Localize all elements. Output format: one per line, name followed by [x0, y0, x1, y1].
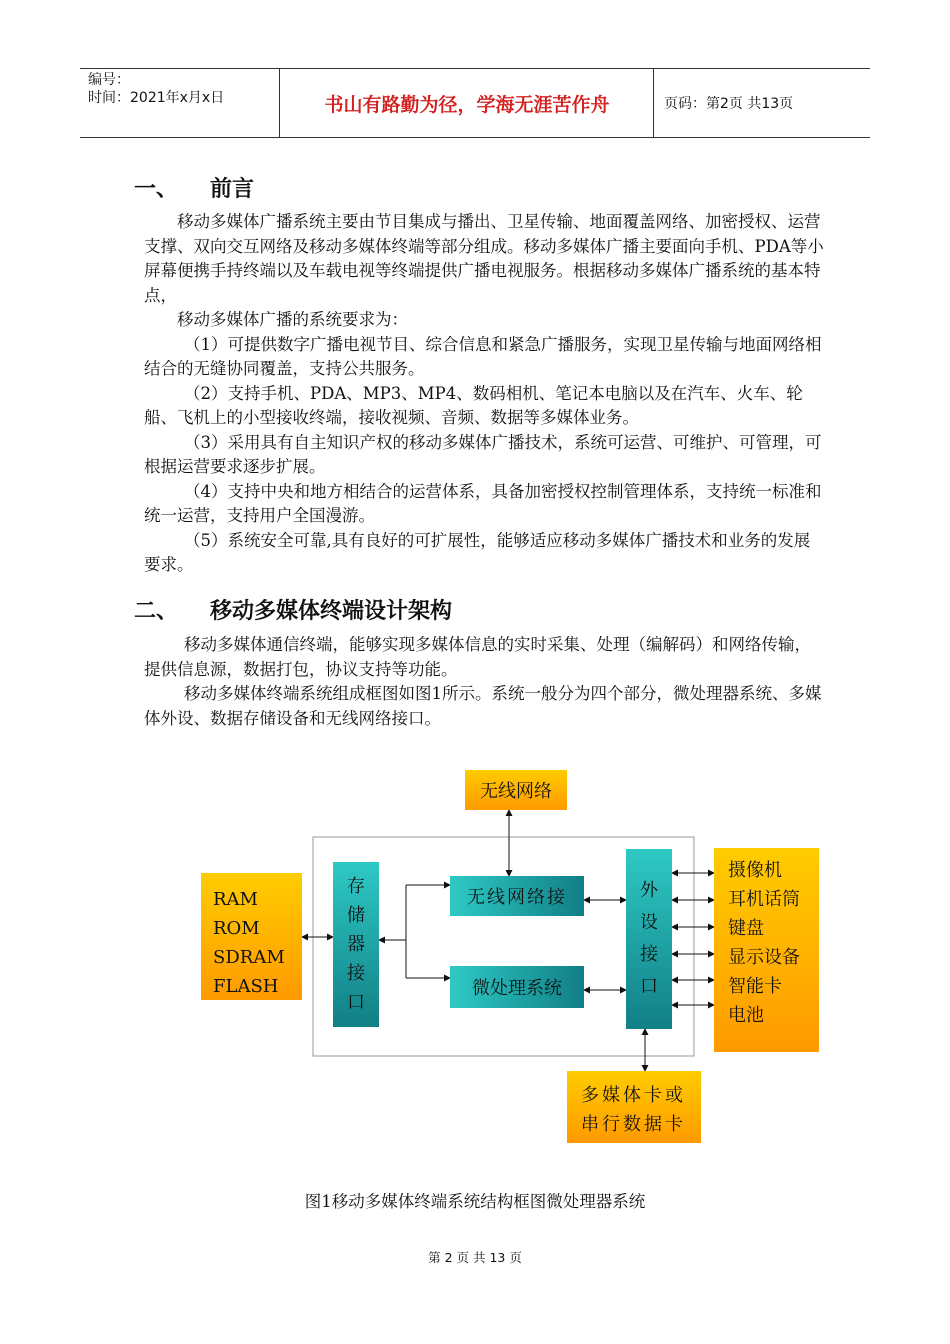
peripheral-item: 电池: [728, 1005, 764, 1026]
card-box: [567, 1071, 701, 1143]
storage-interface-char: 接: [347, 963, 365, 984]
section-1-title: 前言: [210, 177, 255, 202]
paragraph: （5）系统安全可靠,具有良好的可扩展性，能够适应移动多媒体广播技术和业务的发展要求。: [144, 530, 811, 574]
figure-caption: 图1移动多媒体终端系统结构框图微处理器系统: [304, 1192, 646, 1211]
peripheral-interface-char: 口: [640, 976, 658, 997]
memory-item: ROM: [213, 918, 260, 939]
storage-interface-char: 口: [347, 992, 365, 1013]
card-line: 多媒体卡或: [581, 1085, 686, 1106]
memory-item: FLASH: [213, 976, 279, 997]
storage-interface-char: 器: [347, 934, 365, 955]
section-1-number: 一、: [134, 177, 179, 202]
peripheral-item: 摄像机: [728, 860, 782, 881]
section-1-body: [144, 210, 824, 578]
header-page-info: 页码：第2页 共13页: [664, 96, 794, 112]
section-1-heading: [134, 172, 254, 203]
time-label: 时间：2021年x月x日: [88, 90, 225, 106]
paragraph: （4）支持中央和地方相结合的运营体系，具备加密授权控制管理体系，支持统一标准和统一运营，支持用户全国漫游。: [144, 481, 822, 525]
card-line: 串行数据卡: [581, 1114, 686, 1135]
memory-item: RAM: [213, 889, 258, 910]
microprocessor-box: 微处理系统: [450, 966, 584, 1008]
section-2-body: [144, 633, 824, 731]
header-motto: 书山有路勤为径，学海无涯苦作舟: [281, 69, 654, 137]
peripheral-item: 智能卡: [728, 976, 782, 997]
peripherals-box: [714, 848, 819, 1052]
peripheral-item: 耳机话筒: [728, 889, 800, 910]
paragraph: 移动多媒体广播系统主要由节目集成与播出、卫星传输、地面覆盖网络、加密授权、运营支撑、双向交互网络及移动多媒体终端等部分组成。移动多媒体广播主要面向手机、PDA等小屏幕便携手持终端以及车载电视等终端提供广播电视服务。根据移动多媒体广播系统的基本特点，: [144, 212, 824, 305]
memory-box: [201, 873, 302, 1000]
paragraph: （3）采用具有自主知识产权的移动多媒体广播技术，系统可运营、可维护、可管理，可根据运营要求逐步扩展。: [144, 432, 822, 476]
paragraph: 移动多媒体终端系统组成框图如图1所示。系统一般分为四个部分，微处理器系统、多媒体外设、数据存储设备和无线网络接口。: [144, 684, 822, 728]
peripheral-item: 显示设备: [728, 947, 800, 968]
page-header: [80, 68, 870, 138]
peripheral-interface-box: [626, 849, 672, 1029]
section-2-title: 移动多媒体终端设计架构: [210, 599, 453, 624]
page-footer: 第 2 页 共 13 页: [428, 1250, 522, 1265]
memory-item: SDRAM: [213, 947, 285, 968]
system-frame: [313, 837, 694, 1056]
paragraph: （2）支持手机、PDA、MP3、MP4、数码相机、笔记本电脑以及在汽车、火车、轮船、飞机上的小型接收终端，接收视频、音频、数据等多媒体业务。: [144, 383, 803, 427]
wireless-interface-box: 无线网络接: [450, 876, 584, 916]
header-meta-cell: [80, 69, 280, 137]
peripheral-item: 键盘: [728, 918, 764, 939]
section-2-number: 二、: [134, 599, 179, 624]
paragraph: 移动多媒体广播的系统要求为：: [177, 310, 408, 329]
number-label: 编号：: [88, 72, 130, 88]
paragraph: 移动多媒体通信终端，能够实现多媒体信息的实时采集、处理（编解码）和网络传输，提供信息源，数据打包，协议支持等功能。: [144, 635, 811, 679]
storage-interface-box: [333, 862, 379, 1027]
paragraph: （1）可提供数字广播电视节目、综合信息和紧急广播服务，实现卫星传输与地面网络相结合的无缝协同覆盖，支持公共服务。: [144, 334, 822, 378]
wireless-network-box: 无线网络: [465, 770, 567, 810]
section-2-heading: [134, 594, 452, 625]
storage-interface-char: 存: [347, 876, 365, 897]
storage-interface-char: 储: [347, 905, 365, 926]
peripheral-interface-char: 接: [640, 944, 658, 965]
peripheral-interface-char: 设: [640, 912, 658, 933]
peripheral-interface-char: 外: [640, 880, 658, 901]
